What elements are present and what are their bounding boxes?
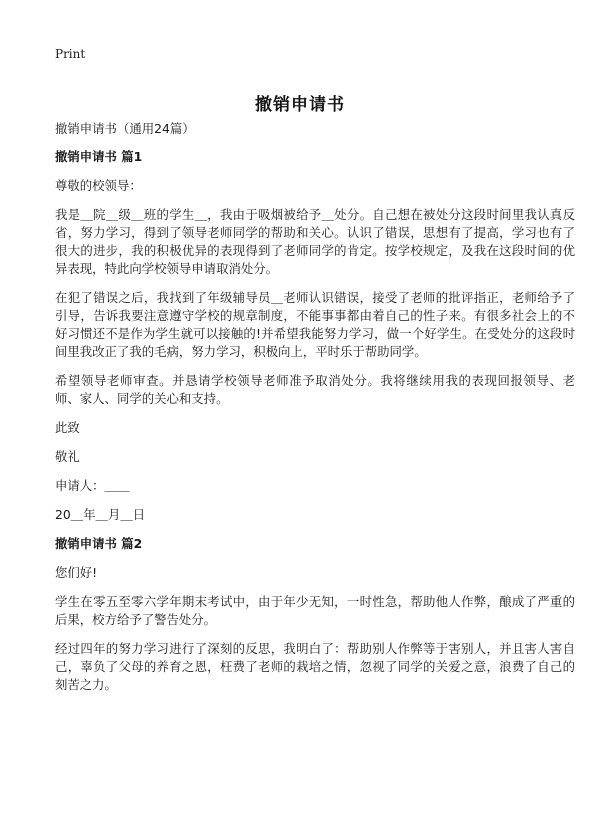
document-body [55,120,575,705]
date-line: 20＿年＿月＿日 [55,507,146,522]
paragraph: 学生在零五至零六学年期末考试中，由于年少无知，一时性急，帮助他人作弊，酿成了严重的后果，校方给予了警告处分。 [55,594,575,627]
greeting-2: 您们好! [55,565,98,580]
greeting-1: 尊敬的校领导： [55,178,142,193]
paragraph: 经过四年的努力学习进行了深刻的反思，我明白了：帮助别人作弊等于害别人，并且害人害自己，辜负了父母的养育之恩，枉费了老师的栽培之情，忽视了同学的关爱之意，浪费了自己的刻苦之力。 [55,641,575,692]
section-heading-1: 撤销申请书 篇1 [55,149,143,164]
document-subtitle: 撤销申请书（通用24篇） [55,121,195,136]
closing-salutation: 此致 [55,420,80,435]
paragraph: 我是＿院＿级＿班的学生＿，我由于吸烟被给予＿处分。自己想在被处分这段时间里我认真反省，努力学习，得到了领导老师同学的帮助和关心。认识了错误，思想有了提高，学习也有了很大的进步，我的积极优异的表现得到了老师同学的肯定。按学校规定，及我在这段时间的优异表现，特此向学校领导申请取消处分。 [55,207,575,276]
document-title: 撤销申请书 [255,95,345,116]
applicant-line: 申请人：＿＿ [55,478,130,493]
paragraph: 希望领导老师审查。并恳请学校领导老师准予取消处分。我将继续用我的表现回报领导、老师、家人、同学的关心和支持。 [55,373,575,406]
paragraph: 在犯了错误之后，我找到了年级辅导员＿老师认识错误，接受了老师的批评指正，老师给予了引导，告诉我要注意遵守学校的规章制度，不能事事都由着自己的性子来。有很多社会上的不好习惯还不是作为学生就可以接触的!并希望我能努力学习，做一个好学生。在受处分的这段时间里我改正了我的毛病，努力学习，积极向上，平时乐于帮助同学。 [55,290,575,359]
print-label: Print [55,47,86,61]
section-heading-2: 撤销申请书 篇2 [55,536,143,551]
closing-regards: 敬礼 [55,449,80,464]
